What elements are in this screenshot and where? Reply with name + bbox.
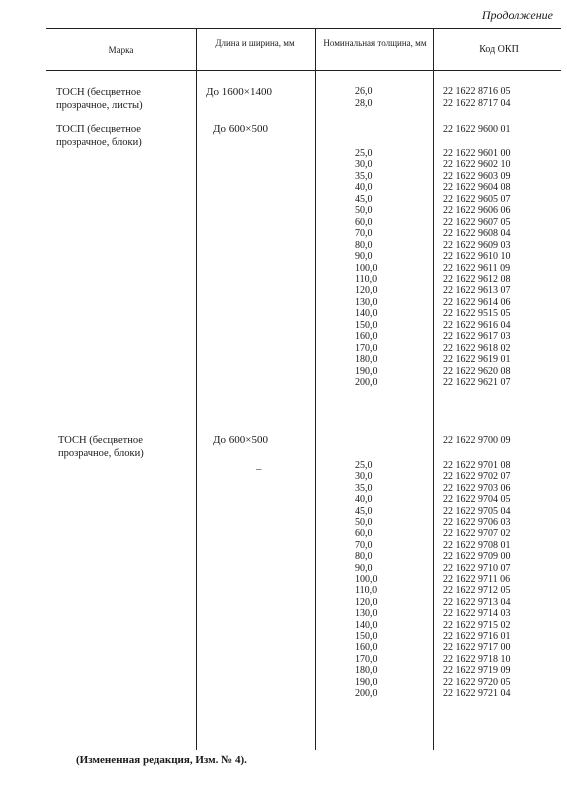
table-row	[0, 563, 567, 575]
code-cell: 22 1622 9707 02	[443, 528, 511, 540]
code-cell: 22 1622 9619 01	[443, 354, 511, 366]
code-cell: 22 1622 9711 06	[443, 574, 511, 585]
group-mark-line1: ТОСП (бесцветное	[56, 124, 141, 135]
thickness-cell: 190,0	[355, 365, 378, 377]
table-row	[0, 528, 567, 540]
thickness-cell: 35,0	[355, 170, 373, 182]
thickness-cell: 190,0	[355, 676, 378, 688]
table-row	[0, 320, 567, 332]
table-header-rule	[46, 70, 561, 71]
thickness-cell: 40,0	[355, 494, 373, 506]
group-mark-line1: ТОСН (бесцветное	[56, 87, 141, 98]
table-row	[0, 471, 567, 483]
thickness-cell: 30,0	[355, 471, 373, 483]
thickness-cell: 200,0	[355, 688, 378, 699]
thickness-cell: 35,0	[355, 482, 373, 494]
thickness-cell: 170,0	[355, 653, 378, 665]
table-row	[0, 597, 567, 609]
code-cell: 22 1622 9716 01	[443, 631, 511, 642]
thickness-cell: 90,0	[355, 251, 373, 263]
table-row	[0, 343, 567, 355]
table-row	[0, 263, 567, 275]
thickness-cell: 25,0	[355, 460, 373, 471]
thickness-cell: 28,0	[355, 97, 373, 109]
table-row	[0, 366, 567, 378]
code-cell: 22 1622 9603 09	[443, 170, 511, 182]
code-cell: 22 1622 9613 07	[443, 285, 511, 297]
code-cell: 22 1622 9708 01	[443, 539, 511, 551]
header-dims: Длина и ширина, мм	[215, 38, 295, 48]
table-top-rule	[46, 28, 561, 29]
table-row	[0, 182, 567, 194]
code-cell: 22 1622 9718 10	[443, 653, 511, 665]
group-head-code: 22 1622 9700 09	[443, 435, 511, 446]
table-row	[0, 148, 567, 160]
table-row	[0, 194, 567, 206]
thickness-cell: 150,0	[355, 319, 378, 331]
table-row	[0, 217, 567, 229]
thickness-cell: 80,0	[355, 551, 373, 563]
thickness-cell: 30,0	[355, 159, 373, 171]
group-head-code: 22 1622 9600 01	[443, 124, 511, 135]
thickness-cell: 200,0	[355, 377, 378, 388]
thickness-cell: 180,0	[355, 354, 378, 366]
table-row	[0, 585, 567, 597]
thickness-cell: 60,0	[355, 528, 373, 540]
thickness-cell: 140,0	[355, 308, 378, 320]
table-row	[0, 331, 567, 343]
table-row	[0, 608, 567, 620]
code-cell: 22 1622 9611 09	[443, 262, 511, 274]
code-cell: 22 1622 9714 03	[443, 608, 511, 620]
thickness-cell: 150,0	[355, 631, 378, 642]
code-cell: 22 1622 9721 04	[443, 688, 511, 699]
table-row	[0, 494, 567, 506]
code-cell: 22 1622 9515 05	[443, 308, 511, 320]
code-cell: 22 1622 8716 05	[443, 86, 511, 97]
thickness-cell: 120,0	[355, 596, 378, 608]
thickness-cell: 40,0	[355, 182, 373, 194]
thickness-cell: 120,0	[355, 285, 378, 297]
dims-dash: –	[256, 463, 262, 475]
thickness-cell: 170,0	[355, 342, 378, 354]
code-cell: 22 1622 9706 03	[443, 517, 511, 528]
group-mark-line2: прозрачное, блоки)	[58, 448, 144, 459]
table-row	[0, 171, 567, 183]
group-mark-label	[56, 123, 142, 149]
thickness-cell: 130,0	[355, 608, 378, 620]
table-row	[0, 620, 567, 632]
thickness-cell: 25,0	[355, 148, 373, 159]
thickness-cell: 90,0	[355, 562, 373, 574]
code-cell: 22 1622 9712 05	[443, 585, 511, 597]
group-mark-line2: прозрачное, листы)	[56, 100, 143, 111]
thickness-cell: 45,0	[355, 505, 373, 517]
header-thickness: Номинальная толщина, мм	[323, 38, 427, 48]
group-dims: До 600×500	[213, 123, 268, 135]
code-cell: 22 1622 9713 04	[443, 596, 511, 608]
table-row	[0, 98, 567, 110]
code-cell: 22 1622 9620 08	[443, 365, 511, 377]
table-row	[0, 654, 567, 666]
table-row	[0, 631, 567, 643]
group-mark-line1: ТОСН (бесцветное	[58, 435, 143, 446]
code-cell: 22 1622 9601 00	[443, 148, 511, 159]
code-cell: 22 1622 9616 04	[443, 319, 511, 331]
thickness-cell: 45,0	[355, 193, 373, 205]
table-row	[0, 354, 567, 366]
thickness-cell: 26,0	[355, 86, 373, 97]
code-cell: 22 1622 9617 03	[443, 331, 511, 343]
table-row	[0, 665, 567, 677]
code-cell: 22 1622 9618 02	[443, 342, 511, 354]
code-cell: 22 1622 9715 02	[443, 619, 511, 631]
code-cell: 22 1622 8717 04	[443, 97, 511, 109]
code-cell: 22 1622 9703 06	[443, 482, 511, 494]
thickness-cell: 100,0	[355, 262, 378, 274]
table-row	[0, 297, 567, 309]
table-row	[0, 551, 567, 563]
header-code: Код ОКП	[479, 44, 519, 55]
thickness-cell: 50,0	[355, 205, 373, 217]
table-row	[0, 677, 567, 689]
thickness-cell: 70,0	[355, 228, 373, 240]
code-cell: 22 1622 9704 05	[443, 494, 511, 506]
continuation-label: Продолжение	[481, 8, 553, 22]
table-row	[0, 228, 567, 240]
code-cell: 22 1622 9610 10	[443, 251, 511, 263]
thickness-cell: 180,0	[355, 665, 378, 677]
thickness-cell: 140,0	[355, 619, 378, 631]
code-cell: 22 1622 9604 08	[443, 182, 511, 194]
table-row	[0, 540, 567, 552]
group-mark-line2: прозрачное, блоки)	[56, 137, 142, 148]
code-cell: 22 1622 9709 00	[443, 551, 511, 563]
code-cell: 22 1622 9605 07	[443, 193, 511, 205]
table-row	[0, 240, 567, 252]
code-cell: 22 1622 9621 07	[443, 377, 511, 388]
code-cell: 22 1622 9609 03	[443, 239, 511, 251]
code-cell: 22 1622 9702 07	[443, 471, 511, 483]
table-row	[0, 574, 567, 586]
table-row	[0, 86, 567, 98]
group-dims: До 600×500	[213, 434, 268, 446]
thickness-cell: 100,0	[355, 574, 378, 585]
group-mark-label	[58, 434, 144, 460]
table-row	[0, 205, 567, 217]
table-row	[0, 377, 567, 389]
code-cell: 22 1622 9720 05	[443, 676, 511, 688]
thickness-cell: 160,0	[355, 642, 378, 654]
thickness-cell: 70,0	[355, 539, 373, 551]
thickness-cell: 110,0	[355, 585, 378, 597]
code-cell: 22 1622 9606 06	[443, 205, 511, 217]
header-mark: Марка	[108, 45, 134, 55]
table-row	[0, 517, 567, 529]
table-row	[0, 483, 567, 495]
group-dims: До 1600×1400	[206, 86, 272, 98]
thickness-cell: 160,0	[355, 331, 378, 343]
table-row	[0, 506, 567, 518]
footnote: (Измененная редакция, Изм. № 4).	[76, 754, 247, 766]
table-row	[0, 308, 567, 320]
thickness-cell: 110,0	[355, 273, 378, 285]
thickness-cell: 130,0	[355, 296, 378, 308]
code-cell: 22 1622 9710 07	[443, 562, 511, 574]
thickness-cell: 60,0	[355, 216, 373, 228]
table-row	[0, 285, 567, 297]
code-cell: 22 1622 9701 08	[443, 460, 511, 471]
code-cell: 22 1622 9719 09	[443, 665, 511, 677]
table-row	[0, 251, 567, 263]
code-cell: 22 1622 9705 04	[443, 505, 511, 517]
code-cell: 22 1622 9612 08	[443, 273, 511, 285]
thickness-cell: 50,0	[355, 517, 373, 528]
thickness-cell: 80,0	[355, 239, 373, 251]
table-row	[0, 642, 567, 654]
code-cell: 22 1622 9614 06	[443, 296, 511, 308]
table-row	[0, 274, 567, 286]
table-row	[0, 159, 567, 171]
code-cell: 22 1622 9608 04	[443, 228, 511, 240]
code-cell: 22 1622 9602 10	[443, 159, 511, 171]
code-cell: 22 1622 9607 05	[443, 216, 511, 228]
table-row	[0, 688, 567, 700]
table-row	[0, 460, 567, 472]
code-cell: 22 1622 9717 00	[443, 642, 511, 654]
